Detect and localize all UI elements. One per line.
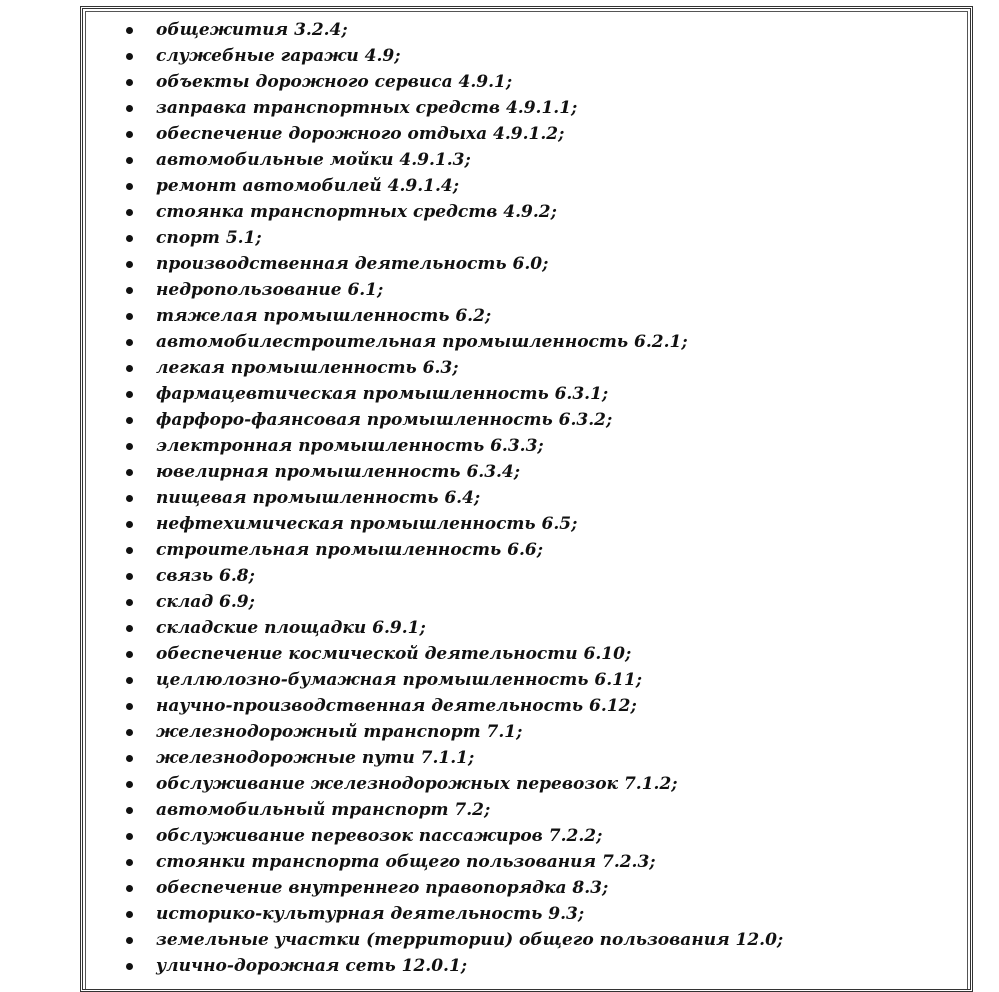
bullet-icon: [126, 131, 133, 138]
bullet-icon: [126, 703, 133, 710]
bullet-icon: [126, 833, 133, 840]
bullet-icon: [126, 963, 133, 970]
bullet-list: [126, 17, 946, 979]
list-item-text: обеспечение внутреннего правопорядка 8.3;: [156, 878, 609, 898]
bullet-icon: [126, 209, 133, 216]
bullet-icon: [126, 157, 133, 164]
list-item-text: пищевая промышленность 6.4;: [156, 488, 481, 508]
list-item-text: ремонт автомобилей 4.9.1.4;: [156, 176, 460, 196]
bullet-icon: [126, 599, 133, 606]
list-item: [126, 875, 946, 901]
bullet-icon: [126, 235, 133, 242]
list-item: [126, 173, 946, 199]
bullet-icon: [126, 911, 133, 918]
list-item-text: автомобилестроительная промышленность 6.2.1;: [156, 332, 688, 352]
list-item: [126, 329, 946, 355]
list-item-text: обслуживание перевозок пассажиров 7.2.2;: [156, 826, 603, 846]
bullet-icon: [126, 105, 133, 112]
bullet-icon: [126, 183, 133, 190]
bullet-icon: [126, 261, 133, 268]
list-item: [126, 589, 946, 615]
list-item-text: земельные участки (территории) общего пользования 12.0;: [156, 930, 784, 950]
bullet-icon: [126, 339, 133, 346]
list-item-text: склад 6.9;: [156, 592, 255, 612]
document-page: [80, 6, 973, 992]
list-item-text: общежития 3.2.4;: [156, 20, 348, 40]
page-inner-border: [85, 11, 968, 989]
list-item: [126, 303, 946, 329]
bullet-icon: [126, 79, 133, 86]
list-item-text: нефтехимическая промышленность 6.5;: [156, 514, 578, 534]
list-item-text: железнодорожный транспорт 7.1;: [156, 722, 523, 742]
list-item: [126, 277, 946, 303]
list-item: [126, 537, 946, 563]
bullet-icon: [126, 287, 133, 294]
list-item: [126, 147, 946, 173]
list-item: [126, 511, 946, 537]
bullet-icon: [126, 651, 133, 658]
list-item-text: автомобильные мойки 4.9.1.3;: [156, 150, 471, 170]
bullet-icon: [126, 495, 133, 502]
bullet-icon: [126, 937, 133, 944]
list-item: [126, 225, 946, 251]
list-item-text: электронная промышленность 6.3.3;: [156, 436, 544, 456]
list-item: [126, 615, 946, 641]
list-item: [126, 849, 946, 875]
bullet-icon: [126, 729, 133, 736]
list-item-text: автомобильный транспорт 7.2;: [156, 800, 491, 820]
list-item: [126, 719, 946, 745]
list-item-text: фарфоро-фаянсовая промышленность 6.3.2;: [156, 410, 613, 430]
list-item: [126, 69, 946, 95]
bullet-icon: [126, 365, 133, 372]
list-item: [126, 251, 946, 277]
bullet-icon: [126, 547, 133, 554]
list-item: [126, 953, 946, 979]
list-item-text: стоянка транспортных средств 4.9.2;: [156, 202, 557, 222]
list-item: [126, 407, 946, 433]
list-item-text: служебные гаражи 4.9;: [156, 46, 401, 66]
list-item: [126, 901, 946, 927]
list-item-text: обслуживание железнодорожных перевозок 7.1.2;: [156, 774, 678, 794]
list-item-text: железнодорожные пути 7.1.1;: [156, 748, 475, 768]
list-item-text: обеспечение космической деятельности 6.10;: [156, 644, 632, 664]
list-item-text: фармацевтическая промышленность 6.3.1;: [156, 384, 609, 404]
list-item: [126, 485, 946, 511]
list-item: [126, 17, 946, 43]
list-item-text: строительная промышленность 6.6;: [156, 540, 543, 560]
bullet-icon: [126, 625, 133, 632]
list-item-text: ювелирная промышленность 6.3.4;: [156, 462, 521, 482]
list-item: [126, 433, 946, 459]
list-item: [126, 745, 946, 771]
list-item-text: связь 6.8;: [156, 566, 255, 586]
bullet-icon: [126, 417, 133, 424]
list-item-text: стоянки транспорта общего пользования 7.2.3;: [156, 852, 656, 872]
list-item: [126, 563, 946, 589]
list-item: [126, 381, 946, 407]
list-item: [126, 199, 946, 225]
list-item: [126, 43, 946, 69]
list-item-text: историко-культурная деятельность 9.3;: [156, 904, 585, 924]
bullet-icon: [126, 677, 133, 684]
list-item-text: легкая промышленность 6.3;: [156, 358, 459, 378]
list-item: [126, 797, 946, 823]
list-item: [126, 121, 946, 147]
bullet-icon: [126, 859, 133, 866]
bullet-icon: [126, 27, 133, 34]
list-item: [126, 459, 946, 485]
list-item: [126, 771, 946, 797]
list-item: [126, 693, 946, 719]
bullet-icon: [126, 781, 133, 788]
list-item: [126, 641, 946, 667]
list-item-text: тяжелая промышленность 6.2;: [156, 306, 492, 326]
bullet-icon: [126, 885, 133, 892]
bullet-icon: [126, 313, 133, 320]
list-item-text: научно-производственная деятельность 6.12;: [156, 696, 637, 716]
bullet-icon: [126, 443, 133, 450]
list-item-text: складские площадки 6.9.1;: [156, 618, 426, 638]
bullet-icon: [126, 573, 133, 580]
list-item-text: объекты дорожного сервиса 4.9.1;: [156, 72, 513, 92]
list-item: [126, 95, 946, 121]
list-item-text: обеспечение дорожного отдыха 4.9.1.2;: [156, 124, 565, 144]
bullet-icon: [126, 53, 133, 60]
list-item-text: спорт 5.1;: [156, 228, 262, 248]
list-item: [126, 667, 946, 693]
bullet-icon: [126, 521, 133, 528]
list-item-text: заправка транспортных средств 4.9.1.1;: [156, 98, 578, 118]
bullet-icon: [126, 469, 133, 476]
list-item-text: производственная деятельность 6.0;: [156, 254, 549, 274]
list-item-text: улично-дорожная сеть 12.0.1;: [156, 956, 468, 976]
list-item: [126, 355, 946, 381]
list-item: [126, 927, 946, 953]
list-item-text: недропользование 6.1;: [156, 280, 384, 300]
list-item: [126, 823, 946, 849]
list-item-text: целлюлозно-бумажная промышленность 6.11;: [156, 670, 643, 690]
bullet-icon: [126, 391, 133, 398]
bullet-icon: [126, 807, 133, 814]
bullet-icon: [126, 755, 133, 762]
